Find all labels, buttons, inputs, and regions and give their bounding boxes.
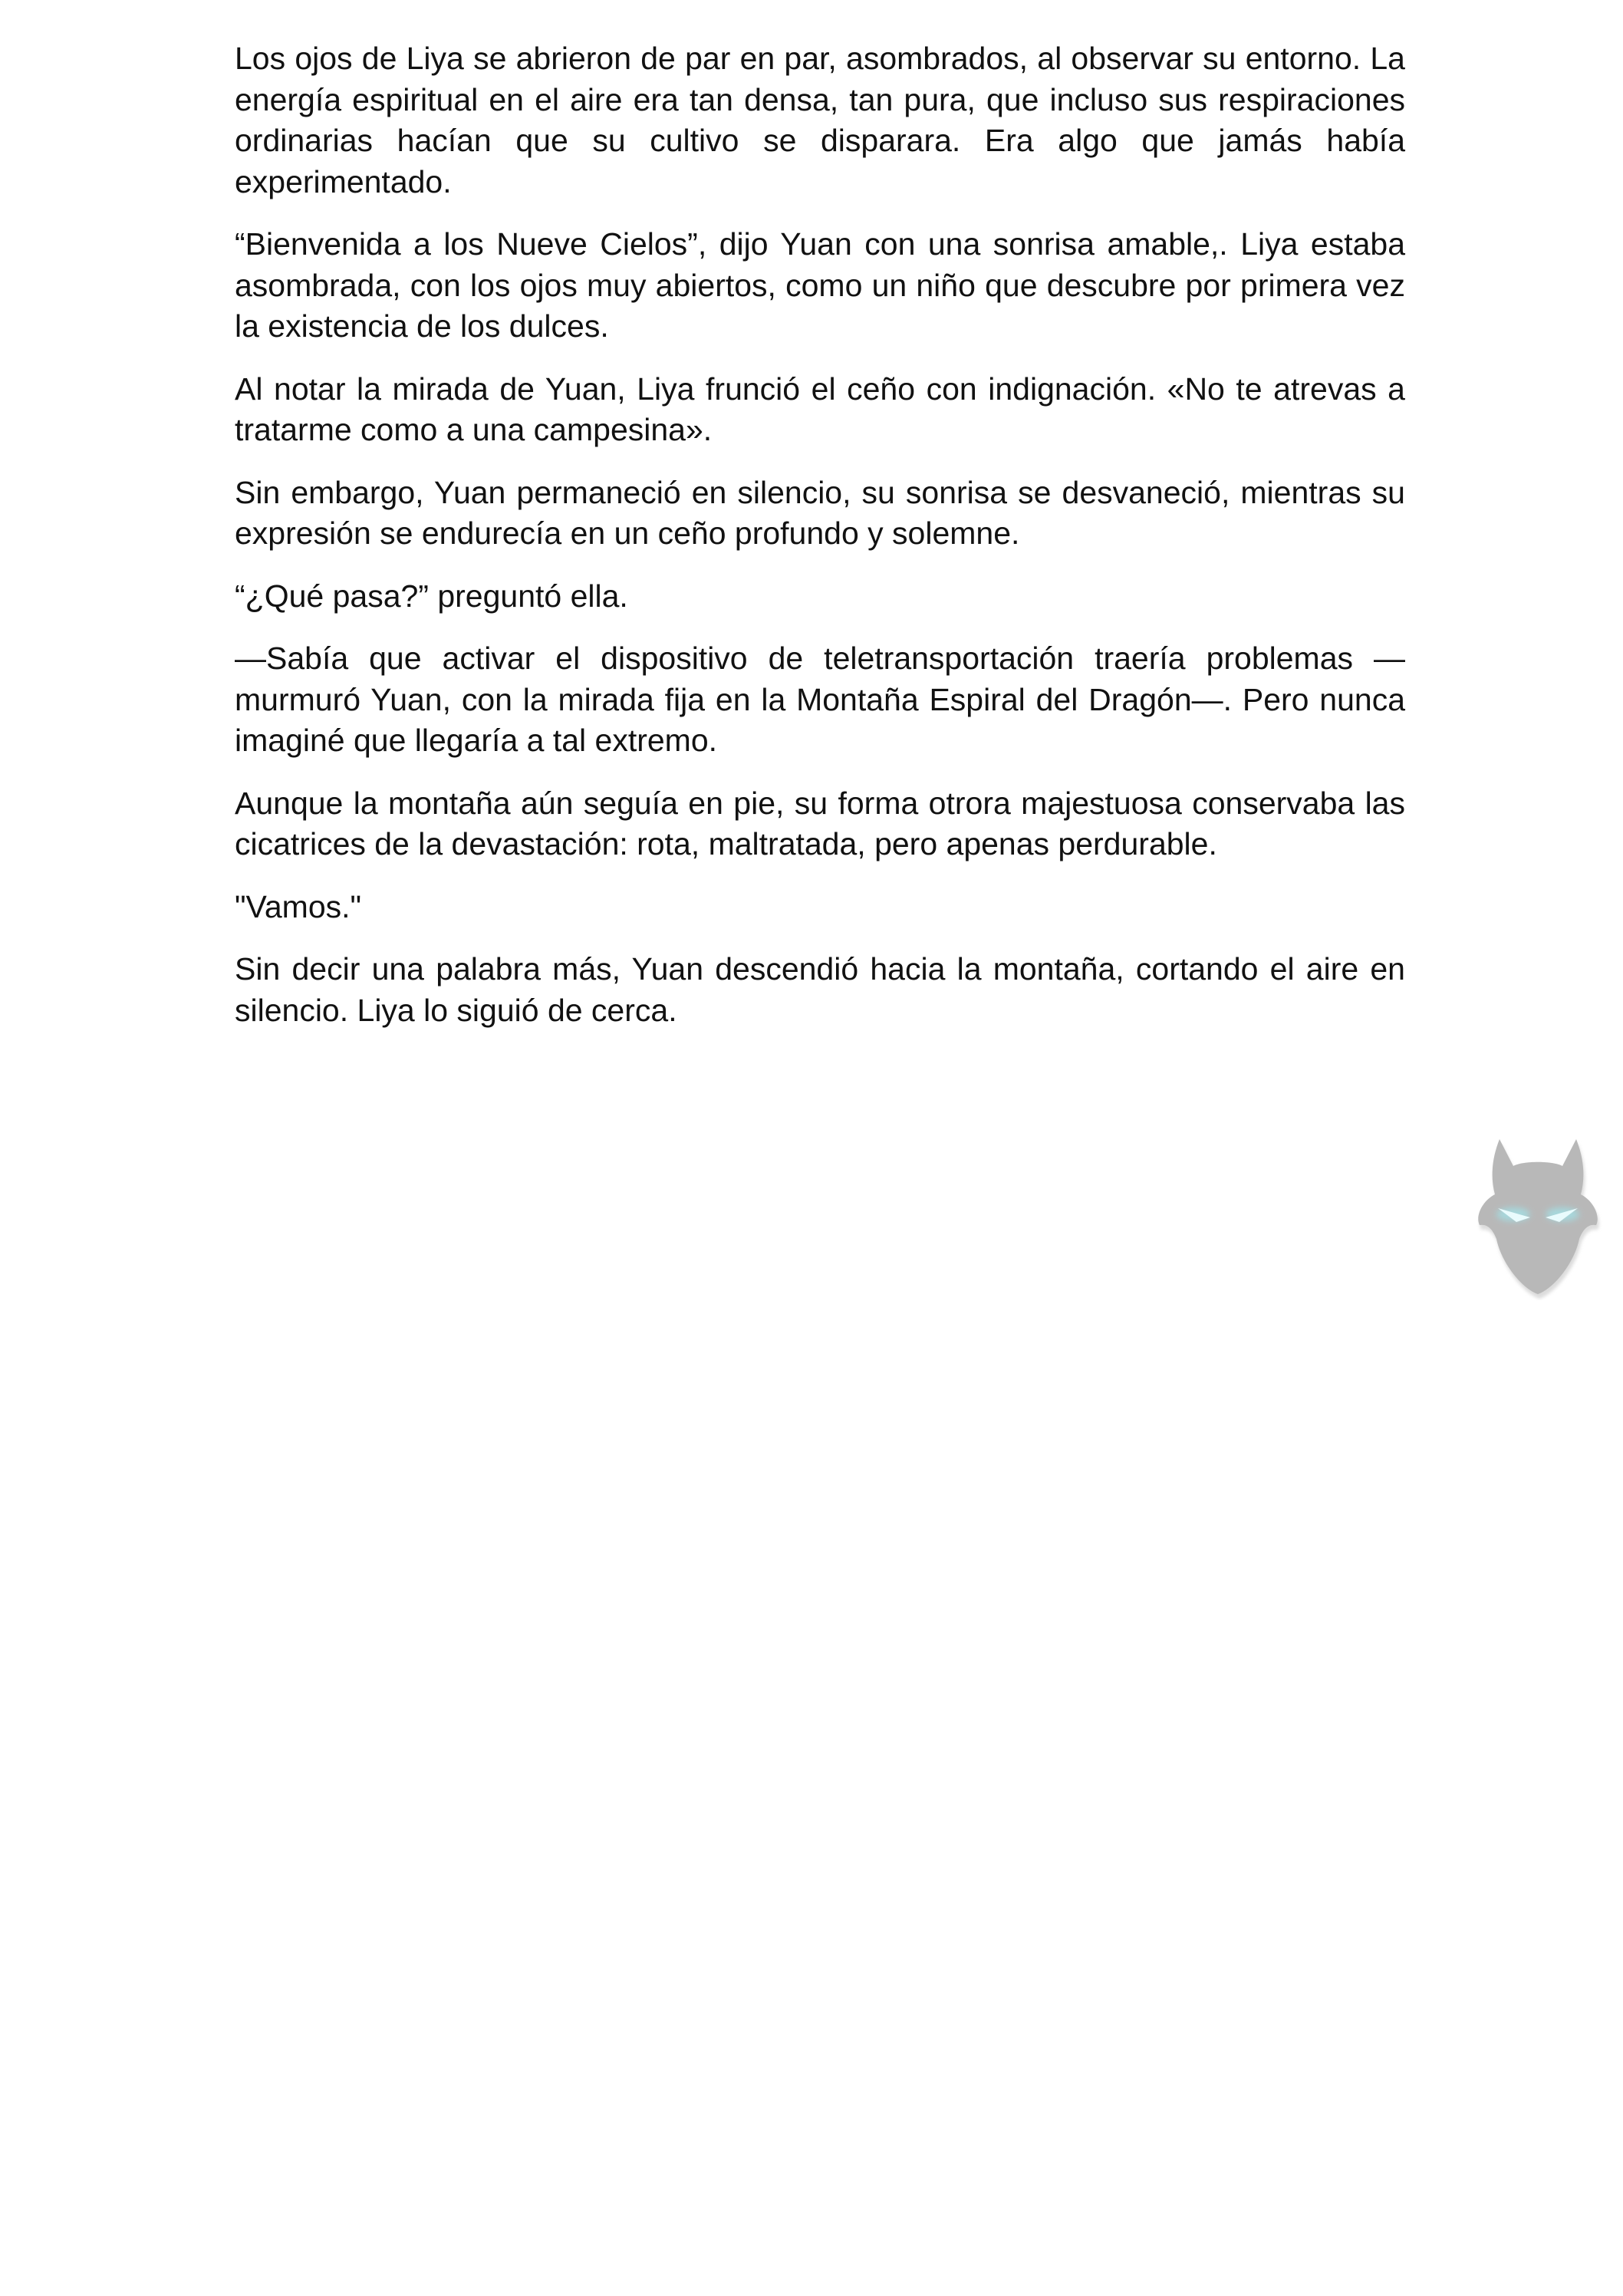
body-text — [235, 38, 1405, 1052]
paragraph-3: Al notar la mirada de Yuan, Liya frunció el ceño con indignación. «No te atrevas a tratarme como a una campesina». — [235, 371, 1405, 447]
paragraph-7: Aunque la montaña aún seguía en pie, su forma otrora majestuosa conservaba las cicatrices de la devastación: rota, maltratada, pero apenas perdurable. — [235, 785, 1405, 861]
paragraph-9: Sin decir una palabra más, Yuan descendió hacia la montaña, cortando el aire en silencio. Liya lo siguió de cerca. — [235, 951, 1405, 1028]
paragraph-6: —Sabía que activar el dispositivo de teletransportación traería problemas —murmuró Yuan, con la mirada fija en la Montaña Espiral del Dragón—. Pero nunca imaginé que llegaría a tal extremo. — [235, 641, 1405, 758]
paragraph-2: “Bienvenida a los Nueve Cielos”, dijo Yuan con una sonrisa amable,. Liya estaba asombrada, con los ojos muy abiertos, como un niño que descubre por primera vez la existencia de los dulces. — [235, 226, 1405, 344]
paragraph-8: "Vamos." — [235, 888, 362, 924]
paragraph-5: “¿Qué pasa?” preguntó ella. — [235, 578, 628, 614]
demon-head-icon — [1469, 1124, 1607, 1300]
watermark-head — [1478, 1139, 1598, 1294]
paragraph-1: Los ojos de Liya se abrieron de par en par, asombrados, al observar su entorno. La energía espiritual en el aire era tan densa, tan pura, que incluso sus respiraciones ordinarias hacían que su cultivo se disparara. Era algo que jamás había experimentado. — [235, 41, 1405, 199]
paragraph-4: Sin embargo, Yuan permaneció en silencio, su sonrisa se desvaneció, mientras su expresión se endurecía en un ceño profundo y solemne. — [235, 474, 1405, 551]
